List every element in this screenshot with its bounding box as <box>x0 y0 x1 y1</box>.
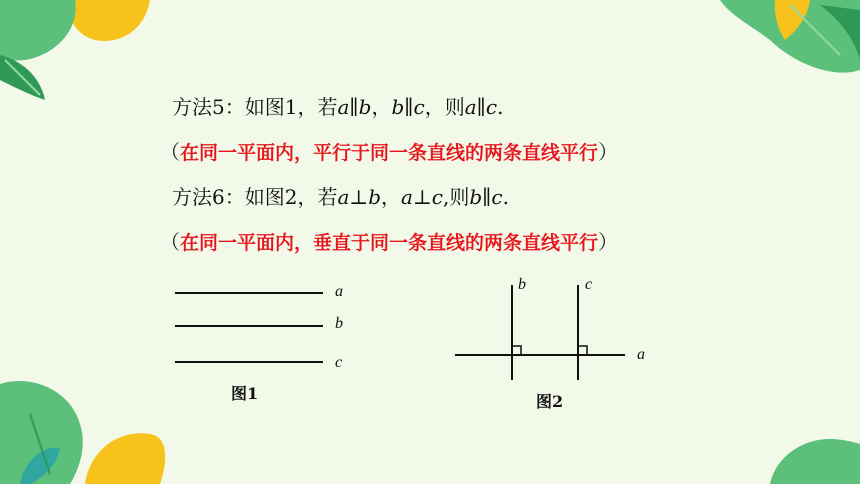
fig2-label-b: b <box>518 276 526 293</box>
var-a: a <box>464 95 477 119</box>
right-angle-mark-b <box>512 346 521 355</box>
label-c: c <box>335 354 343 371</box>
var-c: c <box>485 95 498 119</box>
note5-text: 在同一平面内，平行于同一条直线的两条直线平行 <box>180 142 599 164</box>
figure2-diagram <box>450 280 640 385</box>
label-a: a <box>335 283 343 300</box>
top-right-foliage <box>680 0 860 90</box>
var-a: a <box>337 95 350 119</box>
note6-text: 在同一平面内，垂直于同一条直线的两条直线平行 <box>180 232 599 254</box>
green-corner-shape <box>770 439 860 484</box>
figure2-caption: 图2 <box>536 392 564 411</box>
var-c: c <box>413 95 425 119</box>
label-b: b <box>335 315 343 332</box>
line-b <box>175 325 323 327</box>
var-c: c <box>491 185 503 209</box>
bottom-left-foliage <box>0 374 170 484</box>
line-a <box>175 292 323 294</box>
line-c <box>175 361 323 363</box>
fig2-label-c: c <box>585 276 593 293</box>
var-b: b <box>368 185 382 209</box>
var-c: c <box>431 185 443 209</box>
right-angle-mark-c <box>578 346 587 355</box>
method6-line: 方法6：如图2，若a⊥b，a⊥c,则b∥c. <box>172 185 509 209</box>
figure1-caption: 图1 <box>231 384 259 403</box>
var-a: a <box>337 185 350 209</box>
var-b: b <box>358 95 372 119</box>
fig2-label-a: a <box>637 346 645 363</box>
yellow-blob-shape-bottom <box>85 433 165 484</box>
var-b: b <box>391 95 405 119</box>
var-b: b <box>469 185 483 209</box>
bottom-right-foliage <box>750 434 860 484</box>
green-blob-shape <box>0 0 76 61</box>
method5-line: 方法5：如图1，若a∥b，b∥c，则a∥c. <box>172 95 504 119</box>
yellow-leaf-shape <box>69 0 150 41</box>
note5-line: （在同一平面内，平行于同一条直线的两条直线平行） <box>160 140 619 164</box>
top-left-foliage <box>0 0 150 110</box>
note6-line: （在同一平面内，垂直于同一条直线的两条直线平行） <box>160 230 619 254</box>
var-a: a <box>401 185 413 209</box>
